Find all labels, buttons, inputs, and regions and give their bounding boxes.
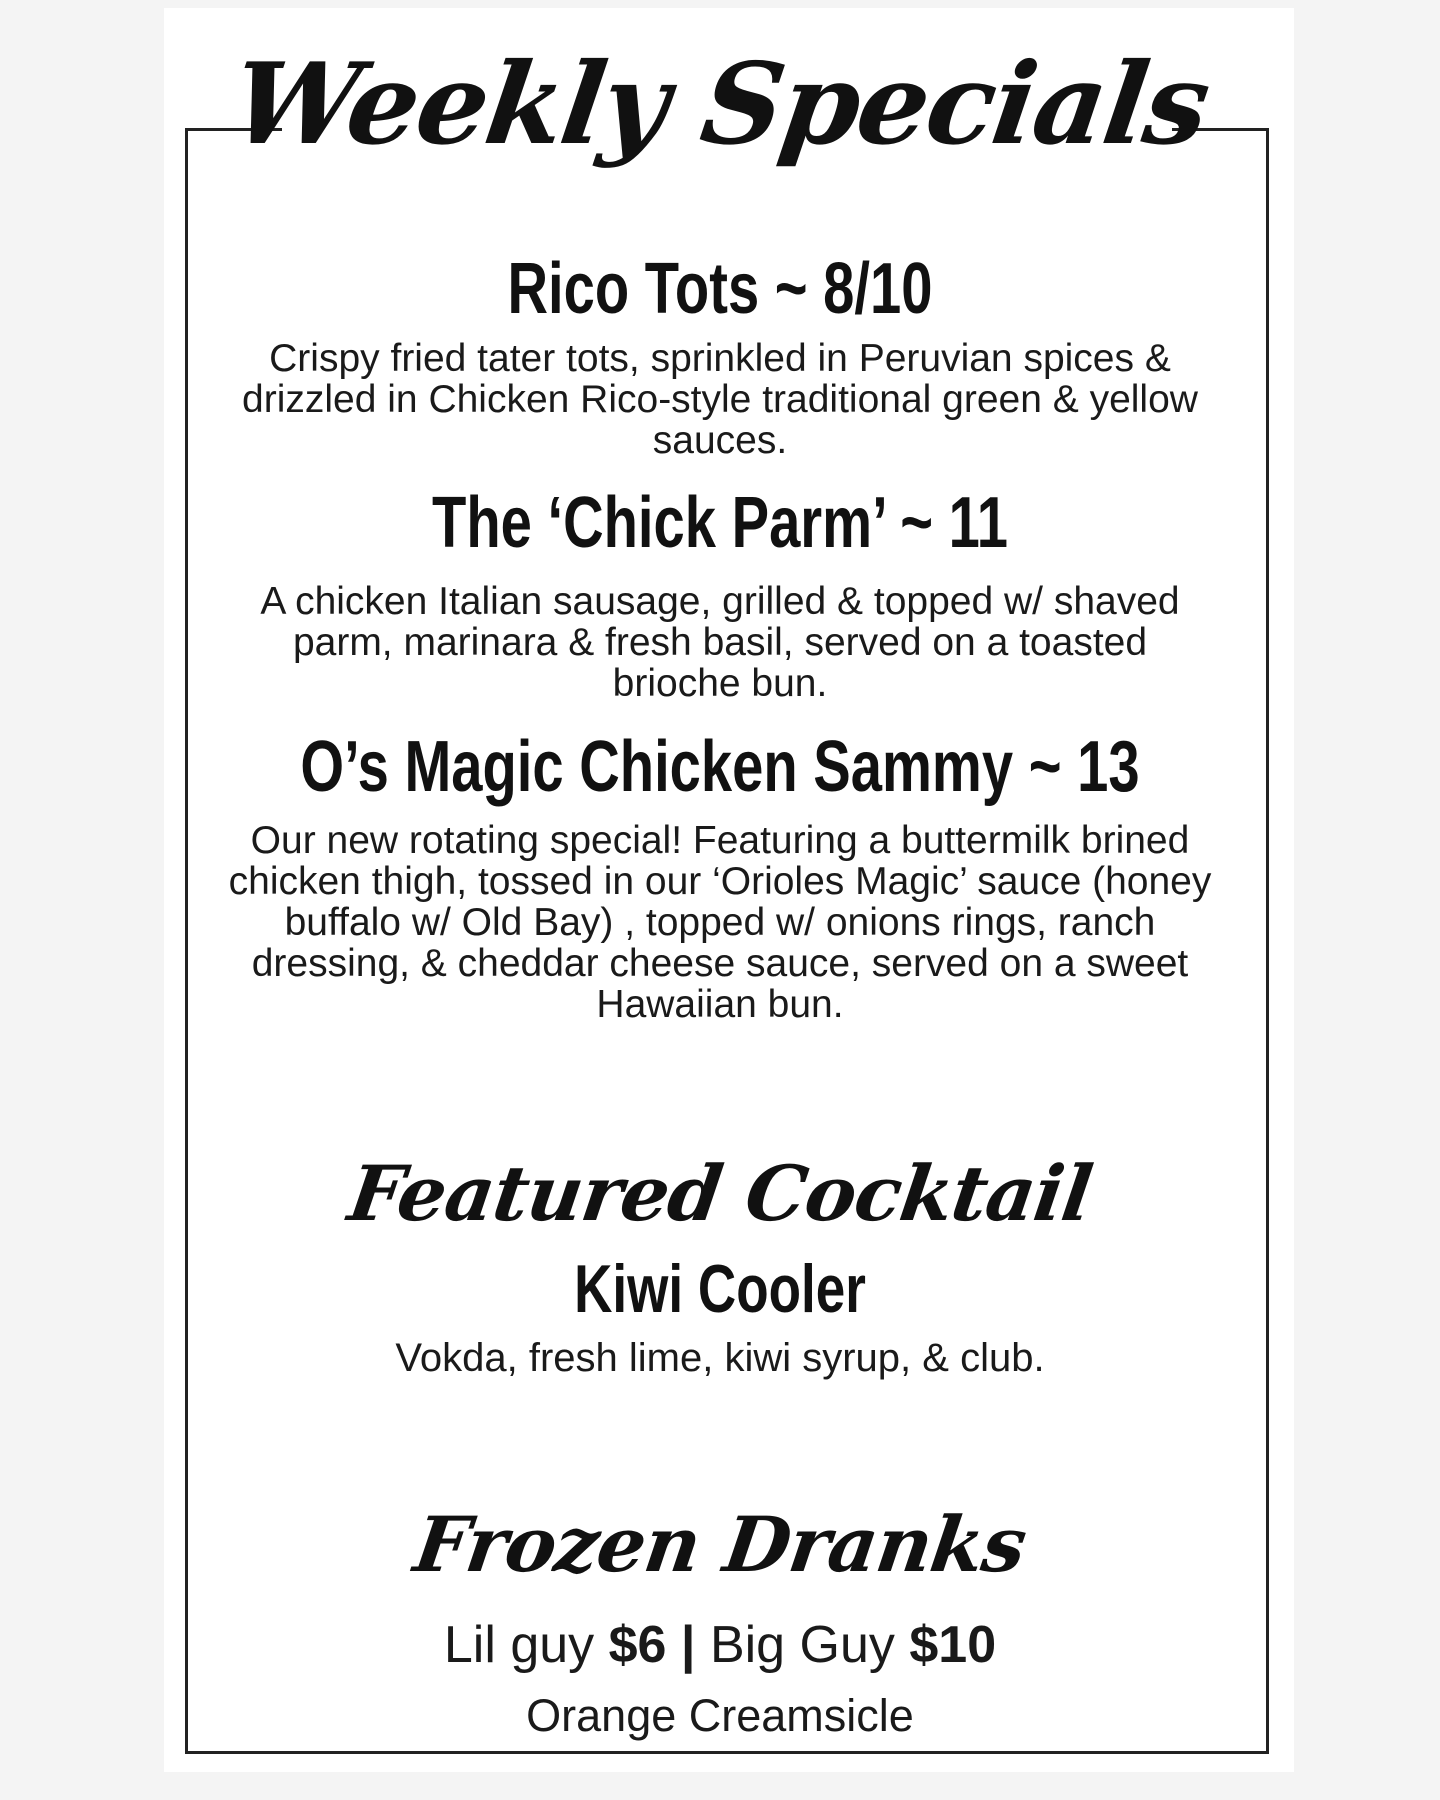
special-1-name: Rico Tots ~ 8/10 [507,249,933,329]
cocktail-description: Vokda, fresh lime, kiwi syrup, & club. [395,1336,1045,1380]
frozen-flavor: Orange Creamsicle [526,1690,914,1741]
cocktail-name: Kiwi Cooler [574,1251,866,1327]
small-size-label: Lil guy [443,1616,595,1674]
page-title: Weekly Specials [224,39,1216,170]
special-2-description: A chicken Italian sausage, grilled & topped w/ shaved parm, marinara & fresh basil, served on a toasted brioche bun. [260,580,1180,705]
special-2-name: The ‘Chick Parm’ ~ 11 [432,483,1008,563]
frozen-prices [0,1613,1440,1677]
large-size-label: Big Guy [709,1616,895,1674]
special-3-description: Our new rotating special! Featuring a buttermilk brined chicken thigh, tossed in our ‘Orioles Magic’ sauce (honey buffalo w/ Old Bay) , topped w/ onions rings, ranch dressing, & cheddar cheese sauce, served on a sweet Hawaiian bun. [228,819,1212,1026]
special-3-name: O’s Magic Chicken Sammy ~ 13 [300,727,1140,807]
price-separator: | [680,1616,696,1674]
featured-cocktail-heading: Featured Cocktail [343,1149,1097,1238]
special-1-description: Crispy fried tater tots, sprinkled in Peruvian spices & drizzled in Chicken Rico-style traditional green & yellow sauces. [242,337,1198,462]
large-size-price: $10 [909,1616,997,1674]
frozen-dranks-heading: Frozen Dranks [409,1500,1032,1589]
small-size-price: $6 [608,1616,667,1674]
